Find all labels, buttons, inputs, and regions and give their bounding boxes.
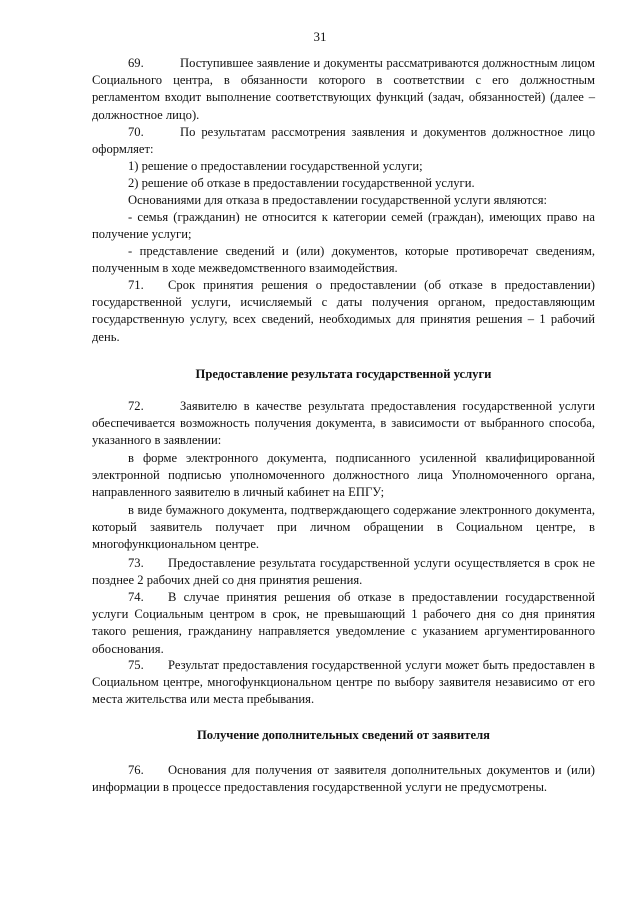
- item-number: 74.: [128, 590, 144, 604]
- paragraph-list-1: 1) решение о предоставлении государственной услуги;: [128, 159, 423, 173]
- paragraph-paper-document: в виде бумажного документа, подтверждающего содержание электронного документа, который заявитель получает при личном обращении в Социальном центре, в многофункциональном центре.: [92, 503, 595, 552]
- paragraph-text: Результат предоставления государственной услуги может быть предоставлен в Социальном центре, многофункциональном центре по выбору заявителя независимо от его места жительства или места пребывания.: [92, 658, 595, 707]
- item-number: 75.: [128, 658, 144, 672]
- paragraph-list-2: 2) решение об отказе в предоставлении государственной услуги.: [128, 176, 475, 190]
- item-number: 71.: [128, 278, 144, 292]
- section-heading-additional-info: Получение дополнительных сведений от заявителя: [197, 728, 490, 742]
- paragraph-text: В случае принятия решения об отказе в предоставлении государственной услуги Социальным центром в срок, не превышающий 1 рабочего дня со дня принятия такого решения, гражданину направляется уведомление с указанием аргументированного обоснования.: [92, 590, 595, 656]
- item-number: 76.: [128, 763, 144, 777]
- paragraph-text: Предоставление результата государственной услуги осуществляется в срок не позднее 2 рабочих дней со дня принятия решения.: [92, 556, 595, 588]
- paragraph-72: [92, 398, 595, 450]
- paragraph-electronic-document: в форме электронного документа, подписанного усиленной квалифицированной электронной подписью уполномоченного должностного лица Уполномоченного органа, направленного заявителю в личный кабинет на ЕПГУ;: [92, 451, 595, 500]
- paragraph-ground-1: - семья (гражданин) не относится к категории семей (граждан), имеющих право на получение услуги;: [92, 210, 595, 242]
- paragraph-text: Срок принятия решения о предоставлении (об отказе в предоставлении) государственной услуги, исчисляемый с даты получения органом, предоставляющим государственную услугу, всех сведений, необходимых для принятия решения – 1 рабочий день.: [92, 278, 595, 344]
- paragraph-text: Основания для получения от заявителя дополнительных документов и (или) информации в процессе предоставления государственной услуги не предусмотрены.: [92, 763, 595, 795]
- item-number: 70.: [128, 125, 144, 139]
- item-number: 69.: [128, 56, 144, 70]
- page-number: 31: [313, 29, 327, 44]
- item-number: 72.: [128, 399, 144, 413]
- paragraph-refusal-grounds: Основаниями для отказа в предоставлении государственной услуги являются:: [128, 193, 548, 207]
- paragraph-75: [92, 657, 595, 709]
- paragraph-76: [92, 762, 595, 796]
- paragraph-ground-2: - представление сведений и (или) документов, которые противоречат сведениям, полученным в ходе межведомственного взаимодействия.: [92, 244, 595, 276]
- paragraph-71: [92, 277, 595, 346]
- paragraph-text: По результатам рассмотрения заявления и документов должностное лицо оформляет:: [92, 125, 595, 157]
- paragraph-74: [92, 589, 595, 658]
- paragraph-text: Поступившее заявление и документы рассматриваются должностным лицом Социального центра, в обязанности которого в соответствии с его должностным регламентом входит выполнение соответствующих функций (задач, обязанностей) (далее – должностное лицо).: [92, 56, 595, 122]
- paragraph-69: [92, 55, 595, 124]
- paragraph-text: Заявителю в качестве результата предоставления государственной услуги обеспечивается возможность получения документа, в зависимости от выбранного способа, указанного в заявлении:: [92, 399, 595, 448]
- paragraph-70: [92, 124, 595, 158]
- paragraph-73: [92, 555, 595, 589]
- section-heading-result: Предоставление результата государственной услуги: [195, 367, 492, 381]
- item-number: 73.: [128, 556, 144, 570]
